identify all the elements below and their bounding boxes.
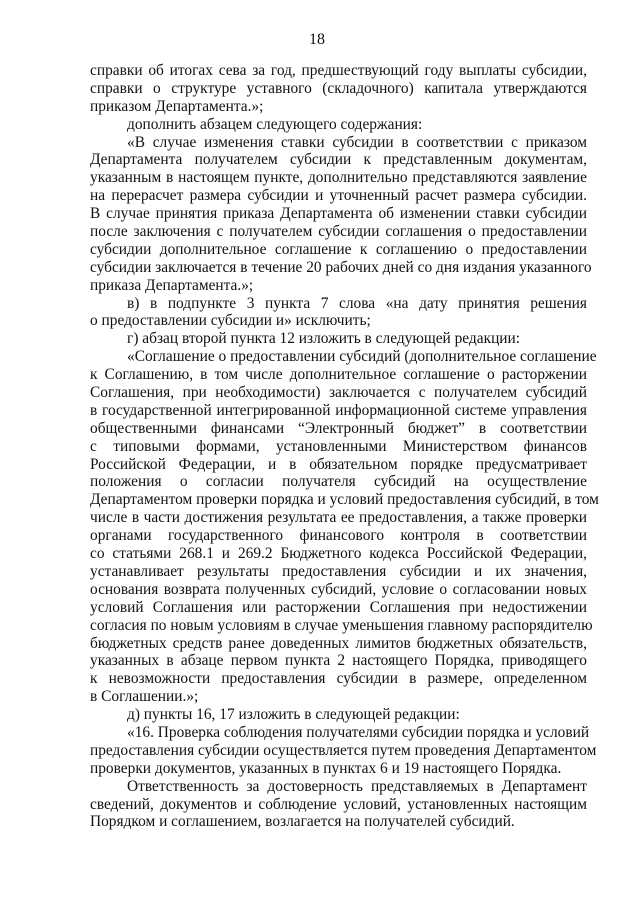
text-line: «16. Проверка соблюдения получателями субсидии порядка и условий xyxy=(127,723,590,741)
text-line: общественными финансами “Электронный бюджет” в соответствии xyxy=(90,419,587,437)
text-line: субсидии дополнительное соглашение к соглашению о предоставлении xyxy=(90,240,587,258)
text-line: бюджетных средств ранее доведенных лимитов бюджетных обязательств, xyxy=(90,634,587,652)
text-line: о предоставлении субсидии и» исключить; xyxy=(90,312,371,330)
text-line: Порядком и соглашением, возлагается на получателей субсидий. xyxy=(90,813,515,831)
text-line: приказа Департамента.»; xyxy=(90,276,254,294)
text-line: к невозможности предоставления субсидии в размере, определенном xyxy=(90,670,587,688)
text-line: устанавливает результаты предоставления субсидии и их значения, xyxy=(90,562,587,580)
text-line: проверки документов, указанных в пунктах 6 и 19 настоящего Порядка. xyxy=(90,759,562,777)
text-line: указанных в абзаце первом пункта 2 настоящего Порядка, приводящего xyxy=(90,652,587,670)
text-line: в государственной интегрированной информационной системе управления xyxy=(90,401,587,419)
text-line: справки о структуре уставного (складочного) капитала утверждаются xyxy=(90,79,587,97)
text-line: в Соглашении.»; xyxy=(90,688,199,706)
text-line: предоставления субсидии осуществляется путем проведения Департаментом xyxy=(90,741,597,759)
text-line: субсидии заключается в течение 20 рабочих дней со дня издания указанного xyxy=(90,258,592,276)
text-line: приказом Департамента.»; xyxy=(90,97,264,115)
text-line: со статьями 268.1 и 269.2 Бюджетного кодекса Российской Федерации, xyxy=(90,545,587,563)
text-line: положения о согласии получателя субсидий на осуществление xyxy=(90,473,587,491)
text-line: д) пункты 16, 17 изложить в следующей редакции: xyxy=(127,706,460,724)
text-line: Департаментом проверки порядка и условий предоставления субсидий, в том xyxy=(90,491,599,509)
text-line: Соглашения, при необходимости) заключается с получателем субсидий xyxy=(90,384,587,402)
text-line: указанным в настоящем пункте, дополнительно представляются заявление xyxy=(90,169,587,187)
text-line: сведений, документов и соблюдение условий, установленных настоящим xyxy=(90,795,587,813)
text-line: основания возврата полученных субсидий, условие о согласовании новых xyxy=(90,580,587,598)
page-number: 18 xyxy=(309,31,325,48)
text-line: после заключения с получателем субсидии соглашения о предоставлении xyxy=(90,223,587,241)
text-line: Ответственность за достоверность представляемых в Департамент xyxy=(127,777,587,795)
text-line: органами государственного финансового контроля в соответствии xyxy=(90,527,587,545)
text-line: Департамента получателем субсидии к представленным документам, xyxy=(90,151,587,169)
text-line: согласия по новым условиям в случае уменьшения главному распорядителю xyxy=(90,616,593,634)
document-body xyxy=(90,62,599,831)
text-line: к Соглашению, в том числе дополнительное соглашение о расторжении xyxy=(90,366,587,384)
text-line: Российской Федерации, и в обязательном порядке предусматривает xyxy=(90,455,587,473)
text-line: В случае принятия приказа Департамента об изменении ставки субсидии xyxy=(90,205,587,223)
text-line: в) в подпункте 3 пункта 7 слова «на дату принятия решения xyxy=(127,294,587,312)
text-line: на перерасчет размера субсидии и уточненный расчет размера субсидии. xyxy=(90,187,587,205)
text-line: «В случае изменения ставки субсидии в соответствии с приказом xyxy=(127,133,587,151)
text-line: справки об итогах сева за год, предшествующий году выплаты субсидии, xyxy=(90,62,587,79)
text-line: с типовыми формами, установленными Министерством финансов xyxy=(90,437,587,455)
text-line: числе в части достижения результата ее предоставления, а также проверки xyxy=(90,509,587,527)
text-line: условий Соглашения или расторжении Соглашения при недостижении xyxy=(90,598,587,616)
text-line: г) абзац второй пункта 12 изложить в следующей редакции: xyxy=(127,330,521,348)
text-line: «Соглашение о предоставлении субсидий (дополнительное соглашение xyxy=(127,348,597,366)
text-line: дополнить абзацем следующего содержания: xyxy=(127,115,423,133)
